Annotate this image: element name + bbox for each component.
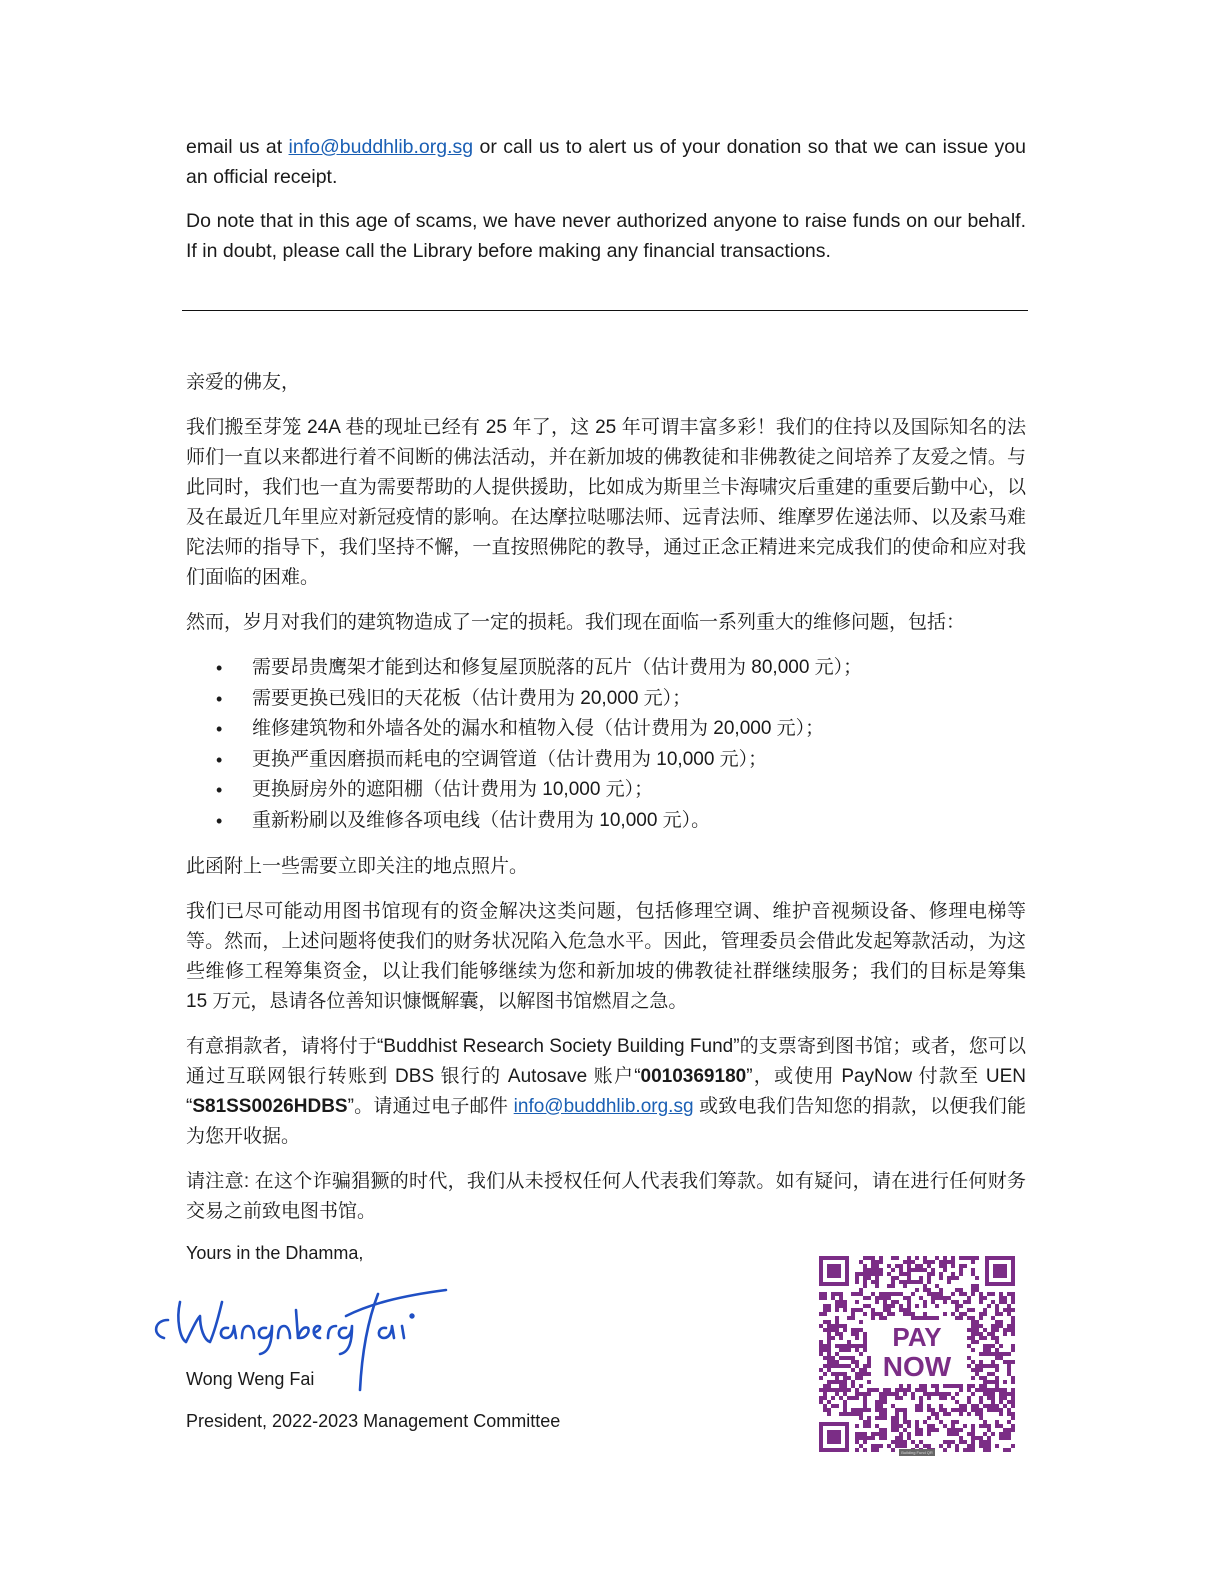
bank-account-number: 0010369180 [640, 1065, 747, 1087]
paynow-logo-top: PAY [892, 1322, 942, 1352]
chinese-paragraph-repairs-intro: 然而，岁月对我们的建筑物造成了一定的损耗。我们现在面临一系列重大的维修问题，包括： [186, 612, 966, 633]
list-item: • 更换厨房外的遮阳棚（估计费用为 10,000 元）； [252, 775, 1026, 806]
list-item: • 重新粉刷以及维修各项电线（估计费用为 10,000 元）。 [252, 806, 1026, 837]
qr-caption: Building Fund QR [899, 1449, 935, 1456]
list-item: • 需要更换已残旧的天花板（估计费用为 20,000 元）； [252, 684, 1026, 715]
email-link[interactable]: info@buddhlib.org.sg [513, 1095, 694, 1117]
signatory-title: President, 2022-2023 Management Committee [186, 1411, 561, 1431]
qr-finder-bottom-left [819, 1422, 849, 1452]
list-item: • 更换严重因磨损而耗电的空调管道（估计费用为 10,000 元）； [252, 745, 1026, 776]
qr-finder-top-left [819, 1256, 849, 1286]
signature-text: Wong Weng Fai [150, 1280, 158, 1281]
list-item: • 维修建筑物和外墙各处的漏水和植物入侵（估计费用为 20,000 元）； [252, 714, 1026, 745]
chinese-paragraph-fundraising: 我们已尽可能动用图书馆现有的资金解决这类问题，包括修理空调、维护音视频设备、修理电梯等等。然而，上述问题将使我们的财务状况陷入危急水平。因此，管理委员会借此发起筹款活动，为这些维修工程筹集资金，以让我们能够继续为您和新加坡的佛教徒社群继续服务；我们的目标是筹集 15 万元，恳请各位善知识慷慨解囊，以解图书馆燃眉之急。 [186, 900, 1026, 1012]
chinese-paragraph-donation-methods: 有意捐款者，请将付于“Buddhist Research Society Building Fund”的支票寄到图书馆；或者，您可以通过互联网银行转账到 DBS 银行的 Autosave 账户“0010369180”，或使用 PayNow 付款至 UEN “S81SS0026HDBS”。请通过电子邮件 info@buddhlib.org.sg 或致电我们告知您的捐款，以便我们能为您开收据。 [186, 1035, 1027, 1147]
signatory-name: Wong Weng Fai [186, 1369, 315, 1389]
chinese-paragraph-history: 我们搬至芽笼 24A 巷的现址已经有 25 年了，这 25 年可谓丰富多彩！我们的住持以及国际知名的法师们一直以来都进行着不间断的佛法活动，并在新加坡的佛教徒和非佛教徒之间培养了友爱之情。与此同时，我们也一直为需要帮助的人提供援助，比如成为斯里兰卡海啸灾后重建的重要后勤中心，以及在最近几年里应对新冠疫情的影响。在达摩拉哒哪法师、远青法师、维摩罗佐递法师、以及索马难陀法师的指导下，我们坚持不懈，一直按照佛陀的教导，通过正念正精进来完成我们的使命和应对我们面临的困难。 [186, 417, 1026, 588]
english-section [186, 132, 1026, 266]
qr-finder-top-right [985, 1256, 1015, 1286]
repair-list [186, 653, 1026, 837]
english-paragraph-scam-notice: Do note that in this age of scams, we have never authorized anyone to raise funds on our behalf. If in doubt, please call the Library before making any financial transactions. [186, 210, 1026, 262]
english-paragraph-email: email us at info@buddhlib.org.sg or call us to alert us of your donation so that we can issue you an official receipt. [186, 136, 1026, 188]
closing-salutation: Yours in the Dhamma, [186, 1243, 364, 1263]
list-item: • 需要昂贵鹰架才能到达和修复屋顶脱落的瓦片（估计费用为 80,000 元）； [252, 653, 1026, 684]
chinese-section [186, 368, 1026, 1227]
chinese-greeting: 亲爱的佛友， [186, 372, 301, 393]
paynow-logo [871, 1320, 963, 1382]
email-link[interactable]: info@buddhlib.org.sg [288, 136, 474, 158]
paynow-logo-bottom: NOW [882, 1351, 952, 1382]
chinese-paragraph-photos: 此函附上一些需要立即关注的地点照片。 [186, 855, 529, 877]
chinese-paragraph-scam-notice: 请注意: 在这个诈骗猖獗的时代，我们从未授权任何人代表我们筹款。如有疑问，请在进行任何财务交易之前致电图书馆。 [186, 1170, 1026, 1222]
section-divider [182, 310, 1028, 311]
paynow-qr-code[interactable] [817, 1254, 1017, 1454]
paynow-uen: S81SS0026HDBS [192, 1095, 348, 1117]
